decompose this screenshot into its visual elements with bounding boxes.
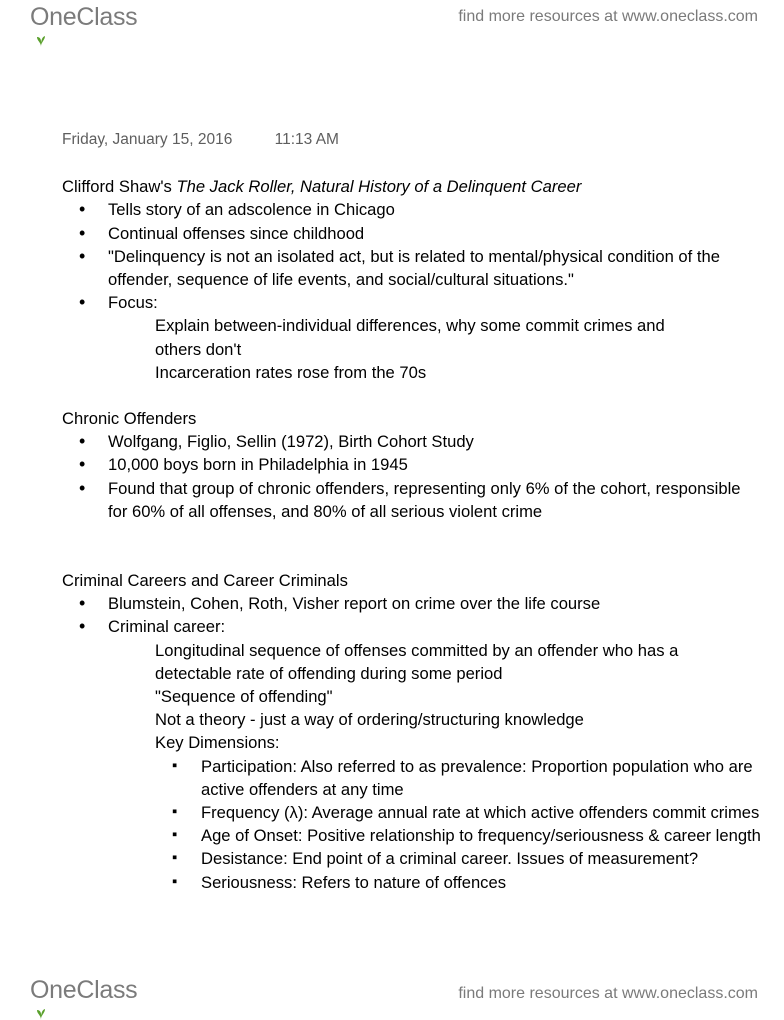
spacer [62,523,762,569]
list-item: • Blumstein, Cohen, Roth, Visher report on crime over the life course [62,592,762,615]
focus-line: Incarceration rates rose from the 70s [155,362,427,382]
focus-line: Explain between-individual differences, why some commit crimes and others don't [155,316,665,359]
career-line: Not a theory - just a way of ordering/structuring knowledge [155,710,584,730]
section-title-shaw [62,175,762,198]
list-item: • Found that group of chronic offenders, representing only 6% of the cohort, responsible for 60% of all offenses, and 80% of all serious violent crime [62,477,762,523]
leaf-icon [36,1008,46,1020]
title-italic: The Jack Roller, Natural History of a Delinquent Career [176,177,582,197]
career-line: Longitudinal sequence of offenses committed by an offender who has a detectable rate of offending during some period [155,640,679,683]
brand-name: OneClass [30,3,138,31]
career-line: "Sequence of offending" [155,687,333,707]
dimension-item: ▪ Age of Onset: Positive relationship to frequency/seriousness & career length [201,824,762,847]
list-item: • Wolfgang, Figlio, Sellin (1972), Birth Cohort Study [62,430,762,453]
title-prefix: Clifford Shaw's [62,177,177,197]
list-item: • Focus: [62,291,762,314]
list-item: • Continual offenses since childhood [62,222,762,245]
bullet-list-chronic [62,430,762,523]
dimension-item: ▪ Seriousness: Refers to nature of offences [201,871,762,894]
resources-link-bottom[interactable]: find more resources at www.oneclass.com [458,985,758,1002]
list-item: • "Delinquency is not an isolated act, but is related to mental/physical condition of the offender, sequence of life events, and social/cultural situations." [62,245,762,291]
career-line: Key Dimensions: [155,733,280,753]
dimension-item: ▪ Participation: Also referred to as prevalence: Proportion population who are active offenders at any time [201,755,762,801]
list-item: • Criminal career: [62,615,762,638]
note-date: Friday, January 15, 2016 [62,131,233,148]
leaf-icon [36,35,46,47]
dimension-item: ▪ Frequency (λ): Average annual rate at which active offenders commit crimes [201,801,762,824]
focus-detail [62,314,762,384]
timestamp [62,128,762,151]
oneclass-logo-top[interactable] [30,3,137,32]
resources-link-top[interactable]: find more resources at www.oneclass.com [458,8,758,25]
dimension-item: ▪ Desistance: End point of a criminal career. Issues of measurement? [201,847,762,870]
note-time: 11:13 AM [274,131,339,148]
list-item: • Tells story of an adscolence in Chicago [62,198,762,221]
section-title-careers: Criminal Careers and Career Criminals [62,571,348,591]
list-item: • 10,000 boys born in Philadelphia in 1945 [62,453,762,476]
section-title-chronic: Chronic Offenders [62,409,197,429]
bullet-list-careers [62,592,762,638]
oneclass-logo-bottom[interactable] [30,976,137,1005]
career-detail [62,639,762,755]
spacer [62,384,762,407]
dimension-list [62,755,762,894]
bullet-list-shaw [62,198,762,314]
notes-body [62,128,762,894]
brand-name: OneClass [30,976,138,1004]
